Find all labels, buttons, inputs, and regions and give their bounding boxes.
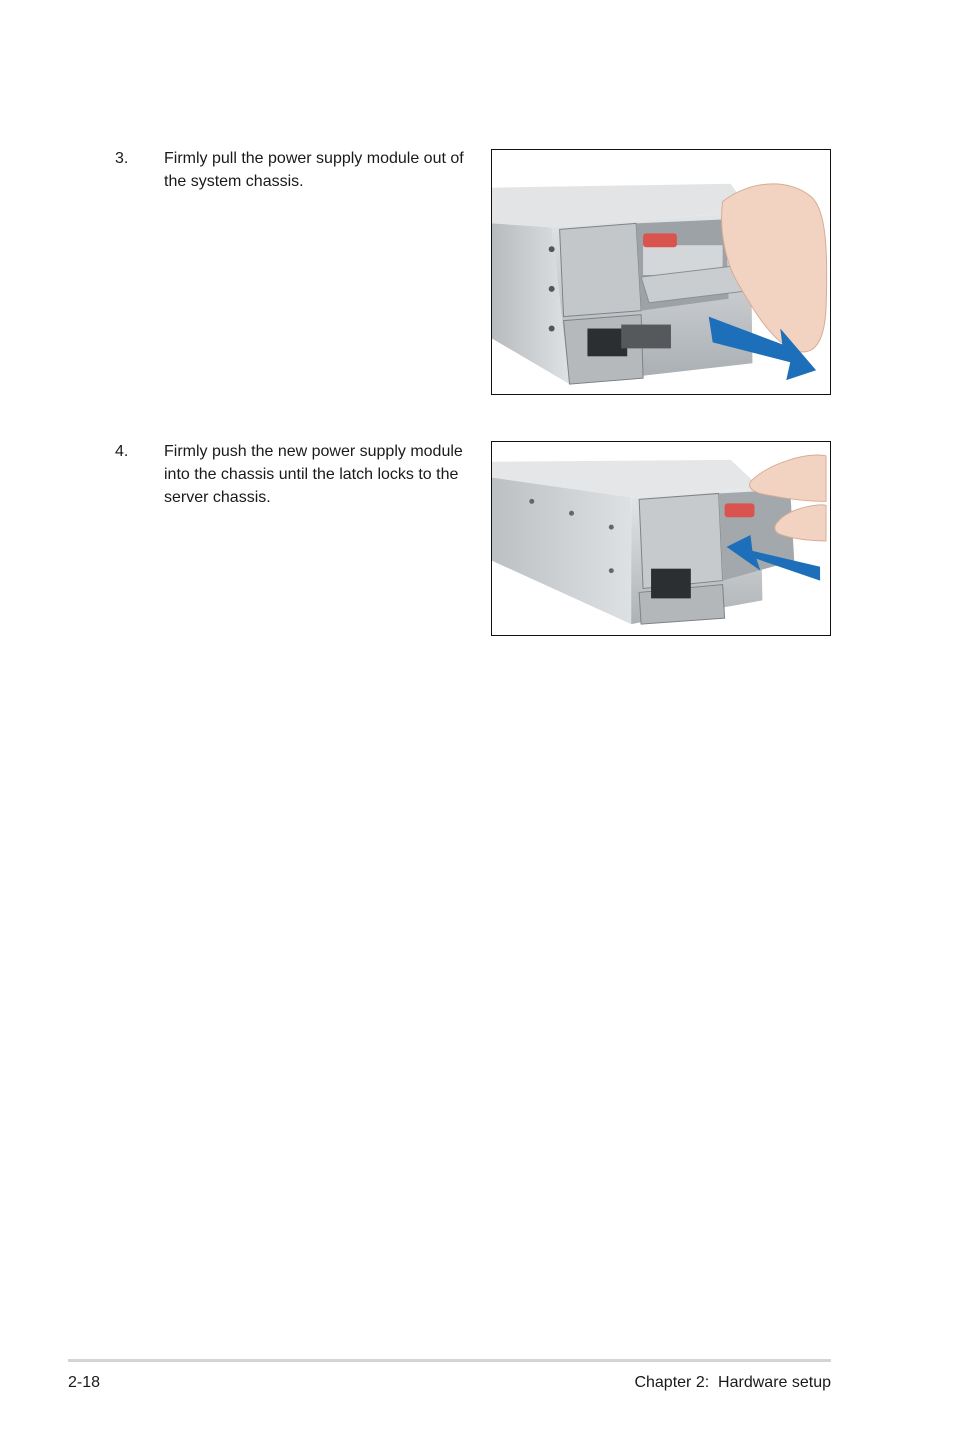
- step-number: 3.: [115, 150, 129, 167]
- chapter-title: Chapter 2: Hardware setup: [634, 1374, 831, 1391]
- step-text: Firmly push the new power supply module into the chassis until the latch locks to the server chassis.: [164, 443, 463, 506]
- step-number: 4.: [115, 443, 129, 460]
- push-power-supply-illustration: [492, 442, 830, 635]
- figure-pull-power-supply: [491, 149, 831, 395]
- step-text: Firmly pull the power supply module out of the system chassis.: [164, 150, 464, 190]
- page-number: 2-18: [68, 1374, 101, 1391]
- figure-push-power-supply: [491, 441, 831, 636]
- footer-divider: [68, 1359, 831, 1362]
- pull-power-supply-illustration: [492, 150, 830, 394]
